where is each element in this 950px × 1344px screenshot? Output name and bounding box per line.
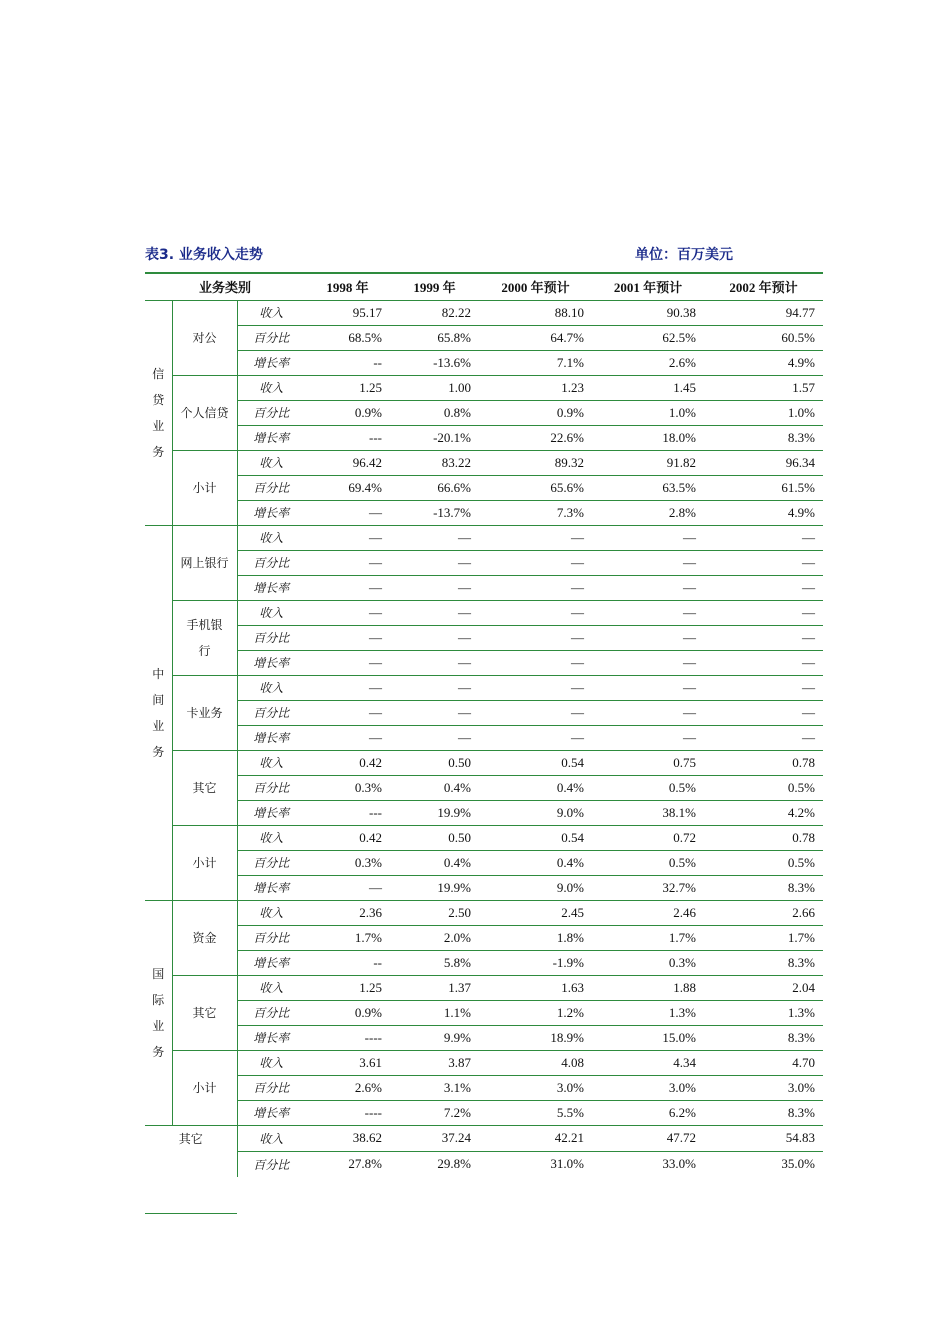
value-cell: — (390, 625, 479, 650)
value-cell: 29.8% (437, 1156, 471, 1172)
value-cell: 1.45 (592, 375, 704, 400)
value-cell: — (390, 600, 479, 625)
value-cell: — (592, 575, 704, 600)
table-row (145, 400, 823, 425)
value-cell: 61.5% (704, 475, 823, 500)
value-cell: — (305, 500, 390, 525)
value-cell: 0.75 (592, 750, 704, 775)
value-cell: 2.8% (592, 500, 704, 525)
header-2001: 2001 年预计 (592, 273, 704, 300)
value-cell: 2.46 (592, 900, 704, 925)
value-cell: 5.8% (390, 950, 479, 975)
value-cell: — (592, 550, 704, 575)
metric-label: 增长率 (237, 800, 305, 825)
value-cell: — (704, 650, 823, 675)
value-cell: — (305, 525, 390, 550)
subcategory-label: 其它 (172, 975, 237, 1050)
value-cell: 4.9% (704, 500, 823, 525)
subcategory-label: 个人信贷 (172, 375, 237, 450)
value-cell: — (390, 525, 479, 550)
value-cell: 8.3% (704, 875, 823, 900)
header-1998: 1998 年 (305, 273, 390, 300)
value-cell: — (390, 675, 479, 700)
value-cell: 60.5% (704, 325, 823, 350)
value-cell: — (390, 575, 479, 600)
value-cell: 4.08 (479, 1050, 592, 1075)
value-cell: ---- (305, 1025, 390, 1050)
metric-label: 增长率 (237, 1025, 305, 1050)
value-cell: 0.42 (305, 750, 390, 775)
table-row (145, 775, 823, 800)
value-cell: -13.6% (390, 350, 479, 375)
metric-label: 增长率 (237, 725, 305, 750)
metric-label: 百分比 (237, 775, 305, 800)
value-cell: — (390, 700, 479, 725)
table-row (145, 725, 823, 750)
table-row (145, 525, 823, 550)
value-cell: 0.54 (479, 825, 592, 850)
metric-label: 百分比 (237, 700, 305, 725)
value-cell: 15.0% (592, 1025, 704, 1050)
value-cell: 1.3% (592, 1000, 704, 1025)
table-row (145, 1152, 823, 1177)
table-row (145, 925, 823, 950)
subcategory-label: 小计 (172, 825, 237, 900)
value-cell: — (479, 525, 592, 550)
value-cell: 38.62 (305, 1125, 390, 1152)
value-cell: — (592, 650, 704, 675)
table-row (145, 950, 823, 975)
value-cell: 1.0% (704, 400, 823, 425)
value-cell: 0.9% (479, 400, 592, 425)
value-cell: 22.6% (479, 425, 592, 450)
value-cell: -20.1% (390, 425, 479, 450)
value-cell: 94.77 (704, 300, 823, 325)
value-cell: -13.7% (390, 500, 479, 525)
value-cell: 8.3% (704, 1100, 823, 1125)
subcategory-label: 资金 (172, 900, 237, 975)
value-cell: 83.22 (390, 450, 479, 475)
value-cell: 47.72 (592, 1125, 704, 1152)
value-cell: 1.7% (704, 925, 823, 950)
value-cell: 37.24 (390, 1125, 479, 1152)
value-cell: 63.5% (592, 475, 704, 500)
value-cell: 2.0% (390, 925, 479, 950)
value-cell: 4.70 (704, 1050, 823, 1075)
metric-label: 增长率 (237, 350, 305, 375)
header-2000: 2000 年预计 (479, 273, 592, 300)
value-cell: 0.5% (704, 775, 823, 800)
value-cell: 8.3% (704, 1025, 823, 1050)
metric-label: 收入 (237, 1050, 305, 1075)
value-cell: 3.0% (704, 1075, 823, 1100)
value-cell: — (390, 650, 479, 675)
value-cell: — (704, 625, 823, 650)
value-cell: — (305, 600, 390, 625)
header-row (145, 273, 823, 300)
table-row (145, 450, 823, 475)
metric-label: 百分比 (237, 1075, 305, 1100)
value-cell: 1.1% (390, 1000, 479, 1025)
value-cell: 0.9% (305, 1000, 390, 1025)
value-cell: — (592, 700, 704, 725)
value-cell: 1.0% (592, 400, 704, 425)
value-cell: -- (305, 950, 390, 975)
value-cell: 0.5% (592, 775, 704, 800)
value-cell: — (704, 600, 823, 625)
value-cell: --- (305, 425, 390, 450)
value-cell: 0.54 (479, 750, 592, 775)
value-cell: 7.3% (479, 500, 592, 525)
value-cell: -1.9% (479, 950, 592, 975)
value-cell: — (479, 650, 592, 675)
value-cell: — (704, 725, 823, 750)
subcategory-label: 网上银行 (172, 525, 237, 600)
value-cell: 1.2% (479, 1000, 592, 1025)
metric-label: 增长率 (237, 950, 305, 975)
value-cell: 96.34 (704, 450, 823, 475)
metric-label: 百分比 (237, 1000, 305, 1025)
metric-label: 收入 (237, 525, 305, 550)
subcategory-label: 其它 (172, 750, 237, 825)
value-cell: 31.0% (550, 1156, 584, 1172)
value-cell: 0.50 (390, 825, 479, 850)
value-cell: — (305, 625, 390, 650)
value-cell: 2.6% (305, 1075, 390, 1100)
metric-label: 百分比 (237, 400, 305, 425)
table-row (145, 700, 823, 725)
value-cell: 2.45 (479, 900, 592, 925)
value-cell: — (479, 675, 592, 700)
value-cell: — (305, 700, 390, 725)
metric-label: 收入 (237, 975, 305, 1000)
table-row (145, 850, 823, 875)
value-cell: — (305, 550, 390, 575)
table-row (145, 1075, 823, 1100)
value-cell: 3.61 (305, 1050, 390, 1075)
value-cell: — (305, 650, 390, 675)
value-cell: — (704, 525, 823, 550)
metric-label: 收入 (237, 900, 305, 925)
table-title: 表3. 业务收入走势 (145, 247, 263, 263)
value-cell: 0.4% (479, 850, 592, 875)
subcategory-label: 对公 (172, 300, 237, 375)
value-cell: 18.0% (592, 425, 704, 450)
table-row (145, 1100, 823, 1125)
value-cell: 1.7% (592, 925, 704, 950)
value-cell: 18.9% (479, 1025, 592, 1050)
value-cell: 88.10 (479, 300, 592, 325)
value-cell: — (305, 675, 390, 700)
value-cell: — (479, 725, 592, 750)
table-row (145, 550, 823, 575)
value-cell: 1.25 (305, 375, 390, 400)
value-cell: 1.8% (479, 925, 592, 950)
value-cell: 0.4% (479, 775, 592, 800)
revenue-trend-table (145, 272, 823, 1177)
value-cell: 2.36 (305, 900, 390, 925)
table-row (145, 375, 823, 400)
value-cell: 89.32 (479, 450, 592, 475)
metric-label: 增长率 (237, 500, 305, 525)
value-cell: 0.4% (390, 850, 479, 875)
value-cell: 3.87 (390, 1050, 479, 1075)
metric-label: 百分比 (237, 925, 305, 950)
value-cell: 19.9% (390, 800, 479, 825)
value-cell: 38.1% (592, 800, 704, 825)
value-cell: — (479, 600, 592, 625)
value-cell: 1.63 (479, 975, 592, 1000)
value-cell: 1.37 (390, 975, 479, 1000)
category-label: 国 际 业 务 (145, 900, 172, 1125)
value-cell: — (390, 550, 479, 575)
table-row (145, 825, 823, 850)
value-cell: — (592, 725, 704, 750)
metric-label: 收入 (237, 300, 305, 325)
metric-label: 收入 (237, 825, 305, 850)
empty-cell (145, 1152, 237, 1177)
category-label: 其它 (145, 1125, 237, 1152)
value-cell: 5.5% (479, 1100, 592, 1125)
value-cell: 0.3% (592, 950, 704, 975)
value-cell: 0.5% (704, 850, 823, 875)
value-cell: 6.2% (592, 1100, 704, 1125)
value-cell: 0.42 (305, 825, 390, 850)
table-row (145, 900, 823, 925)
value-cell: 0.5% (592, 850, 704, 875)
table-row (145, 625, 823, 650)
category-label: 中 间 业 务 (145, 525, 172, 900)
value-cell: 7.2% (390, 1100, 479, 1125)
value-cell: 1.25 (305, 975, 390, 1000)
value-cell: 0.3% (305, 775, 390, 800)
value-cell: 62.5% (592, 325, 704, 350)
value-cell: 9.9% (390, 1025, 479, 1050)
value-cell: 2.50 (390, 900, 479, 925)
value-cell: — (305, 875, 390, 900)
value-cell: 0.72 (592, 825, 704, 850)
value-cell: 0.9% (305, 400, 390, 425)
value-cell: 0.4% (390, 775, 479, 800)
metric-label: 百分比 (237, 550, 305, 575)
metric-label: 百分比 (237, 475, 305, 500)
table-row (145, 975, 823, 1000)
header-2002: 2002 年预计 (704, 273, 823, 300)
value-cell: 19.9% (390, 875, 479, 900)
header-1999: 1999 年 (390, 273, 479, 300)
value-cell: — (479, 700, 592, 725)
table-caption (145, 244, 823, 268)
value-cell: — (704, 700, 823, 725)
table-row (145, 350, 823, 375)
table-row (145, 875, 823, 900)
value-cell: 1.88 (592, 975, 704, 1000)
metric-label: 增长率 (237, 1100, 305, 1125)
metric-label: 百分比 (237, 325, 305, 350)
value-cell: 0.50 (390, 750, 479, 775)
value-cell: 2.04 (704, 975, 823, 1000)
value-cell: 9.0% (479, 875, 592, 900)
value-cell: 68.5% (305, 325, 390, 350)
unit-label: 单位：百万美元 (635, 247, 733, 263)
value-cell: 8.3% (704, 425, 823, 450)
value-cell: 66.6% (390, 475, 479, 500)
table-row (145, 800, 823, 825)
value-cell: 2.66 (704, 900, 823, 925)
value-cell: 1.7% (305, 925, 390, 950)
table-row (145, 425, 823, 450)
value-cell: — (592, 525, 704, 550)
subcategory-label: 手机银 行 (172, 600, 237, 675)
metric-label: 百分比 (237, 625, 305, 650)
metric-label: 收入 (237, 600, 305, 625)
value-cell: 3.0% (592, 1075, 704, 1100)
metric-label: 百分比 (237, 850, 305, 875)
value-cell: 8.3% (704, 950, 823, 975)
value-cell: — (592, 600, 704, 625)
value-cell: 1.23 (479, 375, 592, 400)
value-cell: 7.1% (479, 350, 592, 375)
value-cell: 69.4% (305, 475, 390, 500)
value-cell: -- (305, 350, 390, 375)
value-cell: 27.8% (348, 1156, 382, 1172)
table-row (145, 600, 823, 625)
table-row (145, 650, 823, 675)
value-cell: — (479, 550, 592, 575)
metric-label: 增长率 (237, 575, 305, 600)
value-cell: 54.83 (704, 1125, 823, 1152)
value-cell: 96.42 (305, 450, 390, 475)
value-cell: 4.9% (704, 350, 823, 375)
value-cell: 4.34 (592, 1050, 704, 1075)
metric-label: 增长率 (237, 425, 305, 450)
metric-label: 收入 (237, 375, 305, 400)
value-cell: 1.00 (390, 375, 479, 400)
value-cell: 91.82 (592, 450, 704, 475)
table-row (145, 325, 823, 350)
value-cell: 0.8% (390, 400, 479, 425)
value-cell: — (704, 550, 823, 575)
value-cell: 2.6% (592, 350, 704, 375)
table-row (145, 1050, 823, 1075)
value-cell: 1.57 (704, 375, 823, 400)
table-row (145, 475, 823, 500)
value-cell: 9.0% (479, 800, 592, 825)
value-cell: — (704, 575, 823, 600)
table-row (145, 500, 823, 525)
value-cell: ---- (305, 1100, 390, 1125)
value-cell: 1.3% (704, 1000, 823, 1025)
value-cell: 0.78 (704, 825, 823, 850)
value-cell: — (704, 675, 823, 700)
value-cell: 82.22 (390, 300, 479, 325)
metric-label: 收入 (237, 675, 305, 700)
value-cell: — (592, 675, 704, 700)
value-cell: 0.78 (704, 750, 823, 775)
category-label: 信 贷 业 务 (145, 300, 172, 525)
value-cell: — (390, 725, 479, 750)
subcategory-label: 小计 (172, 450, 237, 525)
metric-label: 增长率 (237, 875, 305, 900)
table-row (145, 675, 823, 700)
table-row (145, 750, 823, 775)
value-cell: 64.7% (479, 325, 592, 350)
value-cell: 65.6% (479, 475, 592, 500)
metric-label: 收入 (237, 450, 305, 475)
bottom-rule (145, 1213, 237, 1214)
value-cell: — (479, 625, 592, 650)
value-cell: — (592, 625, 704, 650)
value-cell: --- (305, 800, 390, 825)
value-cell: 3.1% (390, 1075, 479, 1100)
value-cell: 4.2% (704, 800, 823, 825)
value-cell: 32.7% (592, 875, 704, 900)
value-cell: 35.0% (781, 1156, 815, 1172)
value-cell: 90.38 (592, 300, 704, 325)
value-cell: 0.3% (305, 850, 390, 875)
value-cell: — (305, 725, 390, 750)
subcategory-label: 卡业务 (172, 675, 237, 750)
value-cell: 3.0% (479, 1075, 592, 1100)
value-cell: 95.17 (305, 300, 390, 325)
table-row (145, 1025, 823, 1050)
metric-label: 增长率 (237, 650, 305, 675)
metric-label: 收入 (237, 1125, 305, 1152)
table-row (145, 300, 823, 325)
table-row (145, 1125, 823, 1152)
value-cell: 42.21 (479, 1125, 592, 1152)
table-row (145, 575, 823, 600)
metric-label: 收入 (237, 750, 305, 775)
metric-label: 百分比 (237, 1152, 305, 1177)
value-cell: — (479, 575, 592, 600)
value-cell: — (305, 575, 390, 600)
table-row (145, 1000, 823, 1025)
header-category: 业务类别 (145, 273, 305, 300)
value-cell: 33.0% (662, 1156, 696, 1172)
value-cell: 65.8% (390, 325, 479, 350)
subcategory-label: 小计 (172, 1050, 237, 1125)
